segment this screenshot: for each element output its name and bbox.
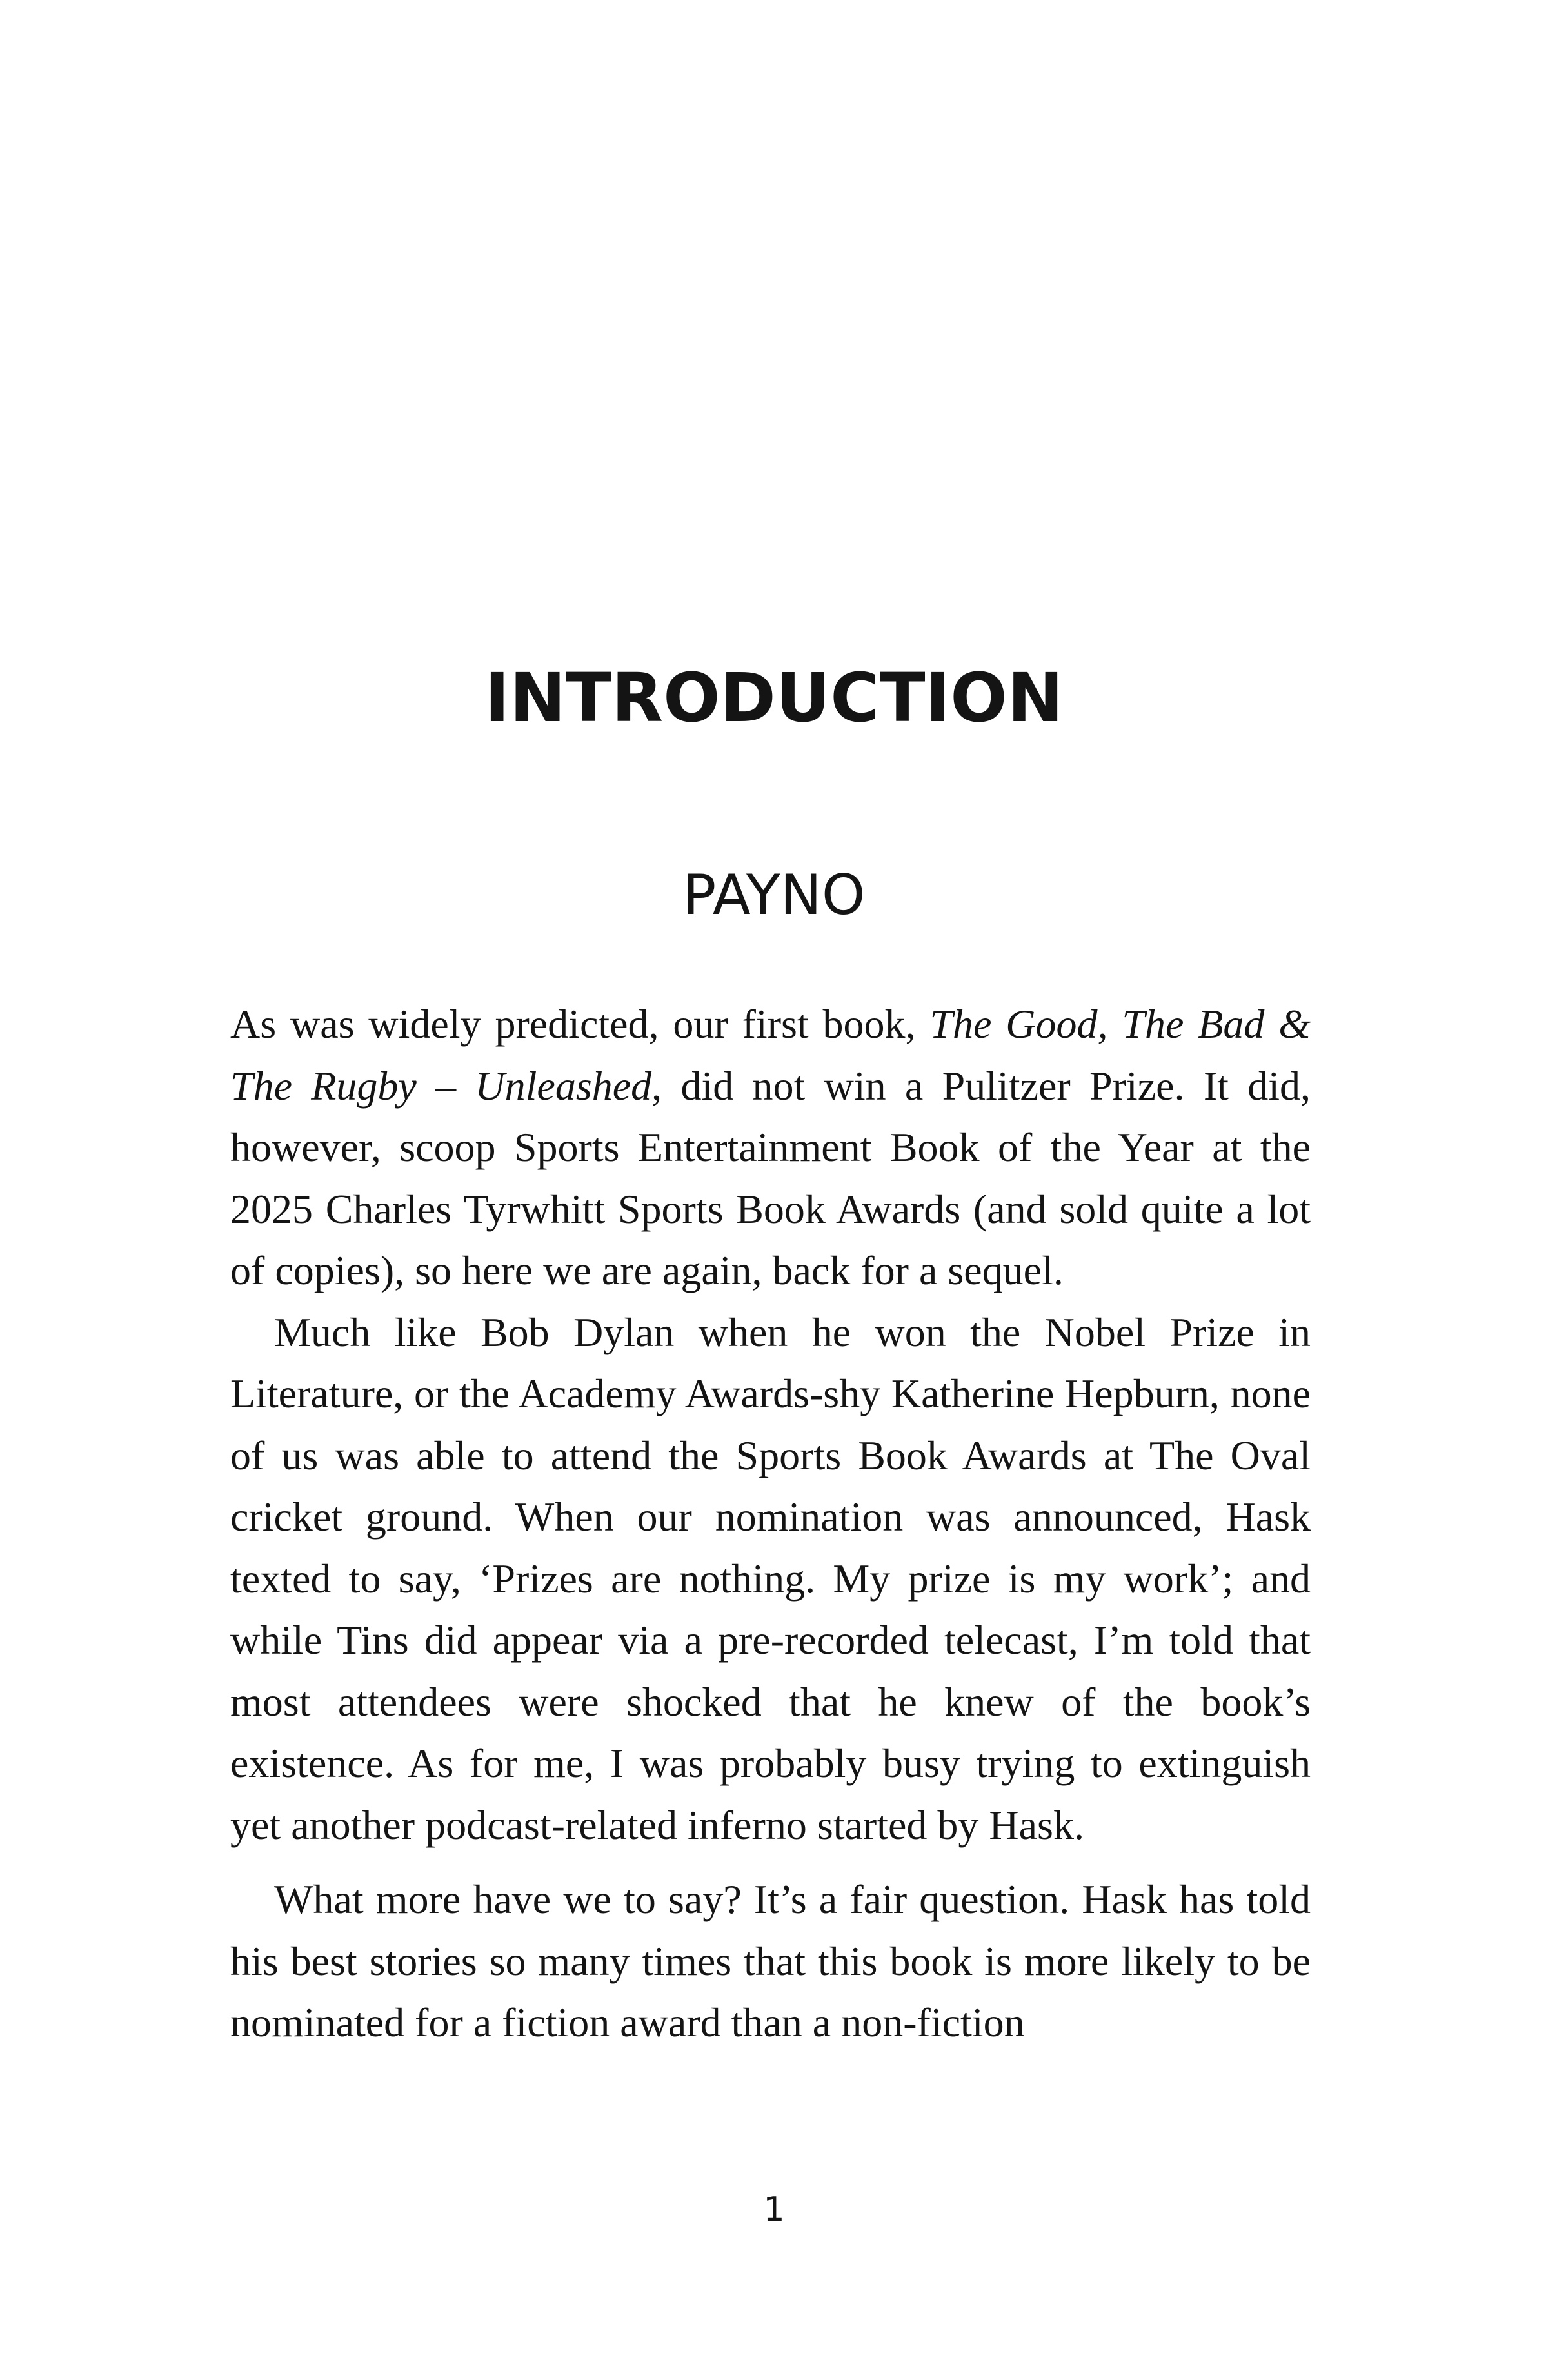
- section-title: PAYNO: [682, 863, 866, 927]
- paragraph-3: What more have we to say? It’s a fair question. Hask has told his best stories so many times that this book is more likely to be nominated for a fiction award than a non-fiction: [230, 1876, 1311, 2045]
- chapter-title: INTRODUCTION: [484, 659, 1064, 737]
- paragraph-2: Much like Bob Dylan when he won the Nobel Prize in Literature, or the Academy Awards-shy Katherine Hepburn, none of us was able to attend the Sports Book Awards at The Oval cricket ground. When our nomination was announced, Hask texted to say, ‘Prizes are nothing. My prize is my work’; and while Tins did appear via a pre-recorded telecast, I’m told that most attendees were shocked that he knew of the book’s existence. As for me, I was probably busy trying to extinguish yet another podcast-related inferno started by Hask.: [230, 1309, 1311, 1848]
- paragraph-1: [230, 993, 1311, 1302]
- paragraph-1-text-end: , did not win a Pulitzer Prize. It did, however, scoop Sports Entertainment Book of the Year at the 2025 Charles Tyrwhitt Sports Book Awards (and sold quite a lot of copies), so here we are again, back for a sequel.: [230, 1062, 1311, 1293]
- page-number: 1: [763, 2190, 785, 2229]
- body-text: [230, 993, 1311, 2054]
- paragraph-1-text-start: As was widely predicted, our first book,: [230, 1001, 930, 1047]
- book-title: The Good, The Bad & The Rugby – Unleashed: [230, 1001, 1311, 1109]
